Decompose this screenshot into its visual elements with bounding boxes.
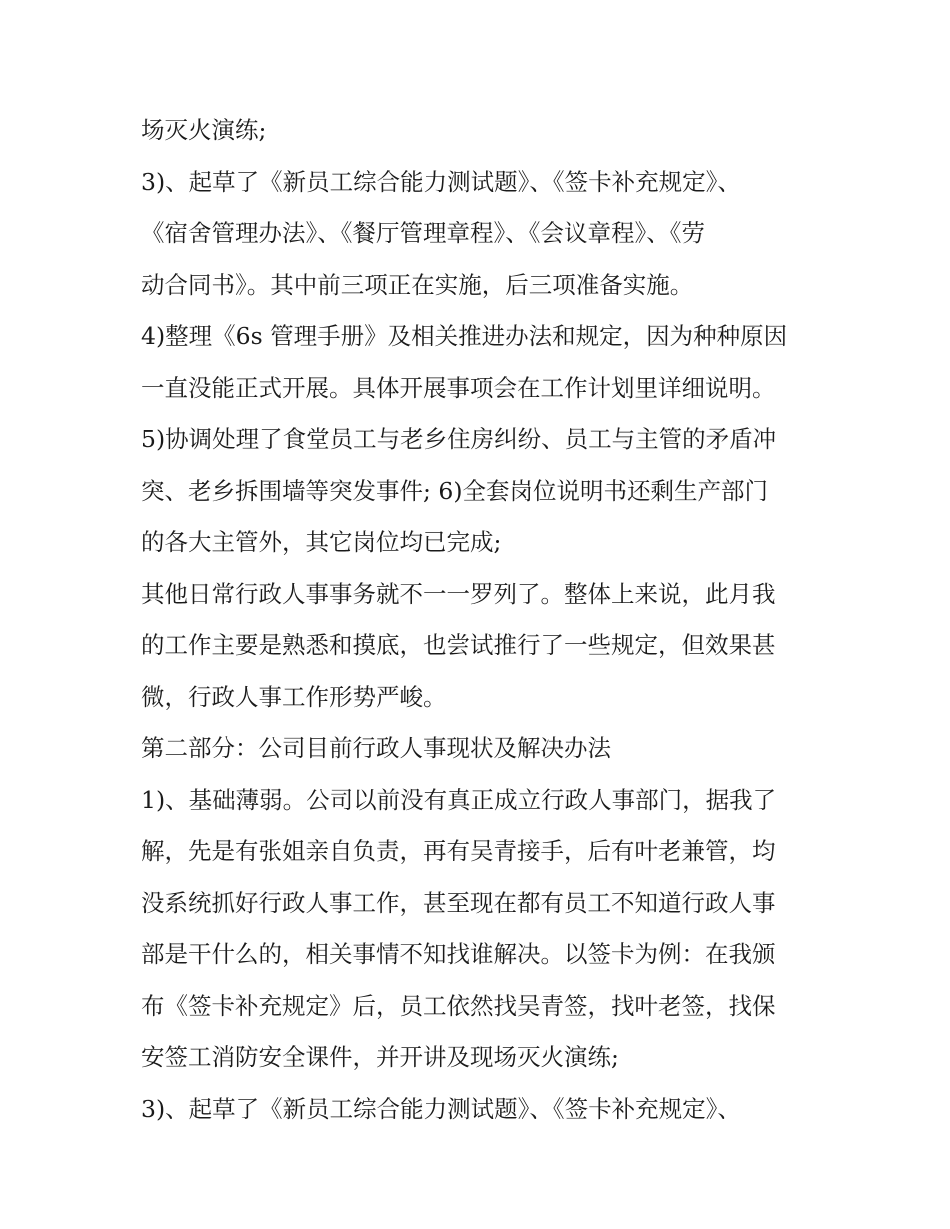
text-line: 4)整理《6s 管理手册》及相关推进办法和规定，因为种种原因: [141, 322, 788, 350]
text-line: 3)、起草了《新员工综合能力测试题》、《签卡补充规定》、: [141, 167, 741, 196]
document-body: [141, 108, 831, 1138]
text-line: 突、老乡拆围墙等突发事件; 6)全套岗位说明书还剩生产部门: [141, 476, 769, 505]
text-line: 《宿舍管理办法》、《餐厅管理章程》、《会议章程》、《劳: [141, 219, 705, 247]
text-line: 微，行政人事工作形势严峻。: [141, 682, 447, 711]
text-line: 没系统抓好行政人事工作，甚至现在都有员工不知道行政人事: [141, 888, 776, 917]
text-line: 部是干什么的，相关事情不知找谁解决。以签卡为例：在我颁: [141, 940, 776, 968]
text-line: 其他日常行政人事事务就不一一罗列了。整体上来说，此月我: [141, 579, 776, 608]
section-heading: 第二部分：公司目前行政人事现状及解决办法: [141, 734, 611, 762]
text-line: 布《签卡补充规定》后，员工依然找吴青签，找叶老签，找保: [141, 991, 776, 1020]
text-line: 的工作主要是熟悉和摸底，也尝试推行了一些规定，但效果甚: [141, 631, 776, 659]
text-line: 安签工消防安全课件，并开讲及现场灭火演练;: [141, 1043, 619, 1071]
text-line: 5)协调处理了食堂员工与老乡住房纠纷、员工与主管的矛盾冲: [141, 425, 777, 453]
text-line: 场灭火演练;: [141, 116, 267, 144]
text-line: 3)、起草了《新员工综合能力测试题》、《签卡补充规定》、: [141, 1094, 741, 1123]
text-line: 的各大主管外，其它岗位均已完成;: [141, 528, 502, 556]
text-line: 一直没能正式开展。具体开展事项会在工作计划里详细说明。: [141, 373, 776, 402]
text-line: 动合同书》。其中前三项正在实施，后三项准备实施。: [141, 270, 694, 299]
text-line: 解，先是有张姐亲自负责，再有吴青接手，后有叶老兼管，均: [141, 837, 776, 865]
text-line: 1)、基础薄弱。公司以前没有真正成立行政人事部门，据我了: [141, 785, 777, 814]
